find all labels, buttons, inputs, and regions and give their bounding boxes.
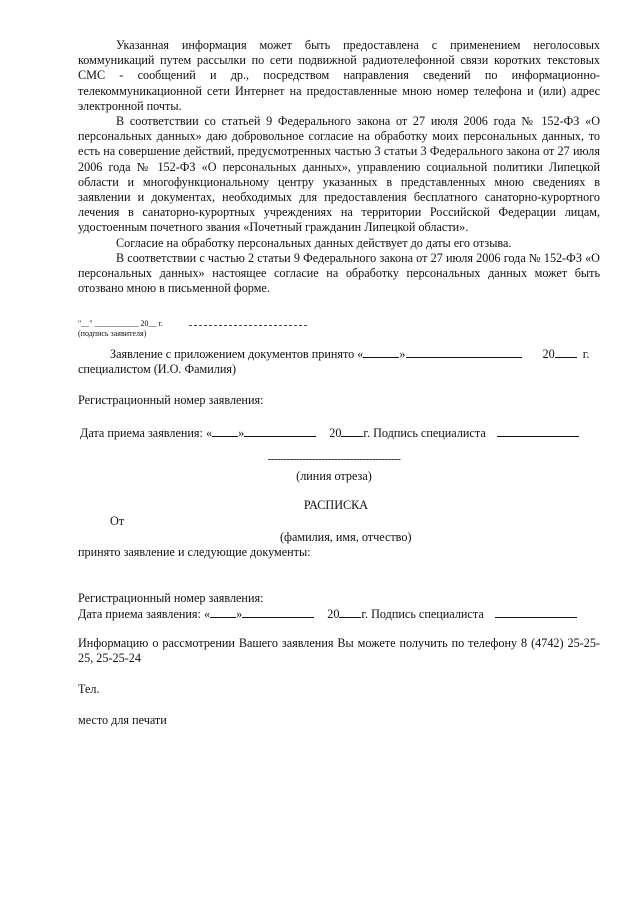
date-received-mid: »	[238, 426, 245, 440]
date-received-row	[80, 425, 579, 441]
receipt-specialist-signature-blank	[495, 606, 577, 618]
acceptance-line	[110, 346, 589, 362]
receipt-date-suffix: г. Подпись специалиста	[361, 607, 484, 621]
applicant-date-line: "__" ___________ 20__ г.	[78, 319, 163, 328]
acceptance-prefix: Заявление с приложением документов принято «	[110, 347, 364, 361]
acceptance-month-blank	[406, 346, 522, 358]
receipt-from-label: От	[110, 514, 125, 528]
specialist-signature-blank	[497, 425, 579, 437]
date-received-suffix: г. Подпись специалиста	[363, 426, 486, 440]
acceptance-suffix: г.	[582, 347, 590, 361]
date-received-month-blank	[244, 425, 316, 437]
receipt-date-mid: »	[236, 607, 243, 621]
acceptance-year: 20	[542, 347, 555, 361]
receipt-date-month-blank	[242, 606, 314, 618]
receipt-title: РАСПИСКА	[303, 498, 369, 512]
applicant-signature-line	[189, 318, 307, 326]
consent-section	[78, 38, 600, 296]
applicant-signature-block	[78, 318, 378, 339]
date-received-day-blank	[212, 425, 238, 437]
acceptance-mid: »	[399, 347, 406, 361]
acceptance-day-blank	[363, 346, 399, 358]
stamp-place-label: место для печати	[78, 713, 167, 727]
acceptance-year-blank	[555, 346, 577, 358]
date-received-prefix: Дата приема заявления: «	[80, 426, 213, 440]
receipt-date-prefix: Дата приема заявления: «	[78, 607, 211, 621]
date-received-year-blank	[341, 425, 363, 437]
cut-line-caption: (линия отреза)	[296, 469, 372, 483]
receipt-date-day-blank	[210, 606, 236, 618]
receipt-date-year: 20	[327, 607, 340, 621]
date-received-year: 20	[329, 426, 342, 440]
applicant-signature-caption: (подпись заявителя)	[78, 329, 147, 338]
receipt-tel-label: Тел.	[78, 682, 100, 696]
cut-line-dashes: ------------------------------------------	[267, 453, 401, 465]
consent-revocation-paragraph: В соответствии с частью 2 статьи 9 Федерального закона от 27 июля 2006 года № 152-ФЗ «О персональных данных» настоящее согласие на обработку персональных данных может быть отозвано мною в письменной форме.	[78, 250, 600, 296]
personal-data-consent-paragraph: В соответствии со статьей 9 Федерального закона от 27 июля 2006 года № 152-ФЗ «О персональных данных» даю добровольное согласие на обработку моих персональных данных, то есть на совершение действий, предусмотренных частью 3 статьи 3 Федерального закона от 27 июля 2006 года № 152-ФЗ «О персональных данных», управлению социальной политики Липецкой области и многофункциональному центру указанных в представленных мною сведениях в заявлении и документах, необходимых для предоставления бесплатного санаторно-курортного лечения в санаторно-курортных учреждениях на территории Российской Федерации лицам, удостоенным почетного звания «Почетный гражданин Липецкой области».	[78, 114, 600, 235]
consent-validity-paragraph: Согласие на обработку персональных данных действует до даты его отзыва.	[116, 235, 512, 250]
receipt-info-text: Информацию о рассмотрении Вашего заявления Вы можете получить по телефону 8 (4742) 25-25-25, 25-25-24	[78, 636, 600, 666]
info-delivery-paragraph: Указанная информация может быть предоставлена с применением неголосовых коммуникаций путем рассылки по сети подвижной радиотелефонной связи коротких текстовых СМС - сообщений и др., посредством направления сведений по информационно-телекоммуникационной сети Интернет на предоставленные мною номер телефона и (или) адрес электронной почты.	[78, 38, 600, 113]
receipt-registration-label: Регистрационный номер заявления:	[78, 591, 264, 605]
receipt-name-caption: (фамилия, имя, отчество)	[280, 530, 412, 544]
receipt-date-row	[78, 606, 577, 622]
acceptance-specialist: специалистом (И.О. Фамилия)	[78, 362, 237, 376]
receipt-date-year-blank	[339, 606, 361, 618]
receipt-accepted-text: принято заявление и следующие документы:	[78, 545, 311, 559]
registration-number-label: Регистрационный номер заявления:	[78, 393, 264, 407]
